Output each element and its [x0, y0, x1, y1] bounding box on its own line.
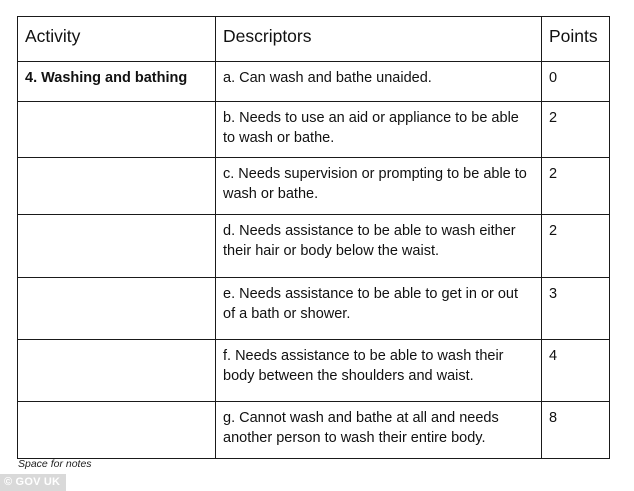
table-row — [18, 340, 610, 402]
points-cell: 2 — [542, 158, 610, 215]
points-cell: 2 — [542, 102, 610, 158]
notes-label: Space for notes — [18, 458, 92, 470]
descriptor-cell: d. Needs assistance to be able to wash either their hair or body below the waist. — [216, 215, 542, 278]
points-cell: 4 — [542, 340, 610, 402]
points-cell: 2 — [542, 215, 610, 278]
descriptor-cell: f. Needs assistance to be able to wash their body between the shoulders and waist. — [216, 340, 542, 402]
descriptor-cell: b. Needs to use an aid or appliance to be able to wash or bathe. — [216, 102, 542, 158]
table-row — [18, 402, 610, 459]
header-points: Points — [542, 17, 610, 62]
descriptor-cell: e. Needs assistance to be able to get in or out of a bath or shower. — [216, 278, 542, 340]
descriptor-cell: a. Can wash and bathe unaided. — [216, 62, 542, 102]
descriptor-cell: g. Cannot wash and bathe at all and needs another person to wash their entire body. — [216, 402, 542, 459]
image-credit: © GOV UK — [0, 474, 66, 491]
activity-cell: 4. Washing and bathing — [18, 62, 216, 102]
points-cell: 3 — [542, 278, 610, 340]
table-row — [18, 215, 610, 278]
header-descriptors: Descriptors — [216, 17, 542, 62]
activity-cell — [18, 402, 216, 459]
activity-cell — [18, 102, 216, 158]
assessment-table — [17, 16, 610, 459]
table-row — [18, 278, 610, 340]
points-cell: 0 — [542, 62, 610, 102]
points-cell: 8 — [542, 402, 610, 459]
header-row — [18, 17, 610, 62]
activity-cell — [18, 215, 216, 278]
activity-cell — [18, 158, 216, 215]
table-row — [18, 62, 610, 102]
descriptor-cell: c. Needs supervision or prompting to be able to wash or bathe. — [216, 158, 542, 215]
header-activity: Activity — [18, 17, 216, 62]
activity-cell — [18, 340, 216, 402]
table-row — [18, 158, 610, 215]
table-row — [18, 102, 610, 158]
activity-cell — [18, 278, 216, 340]
